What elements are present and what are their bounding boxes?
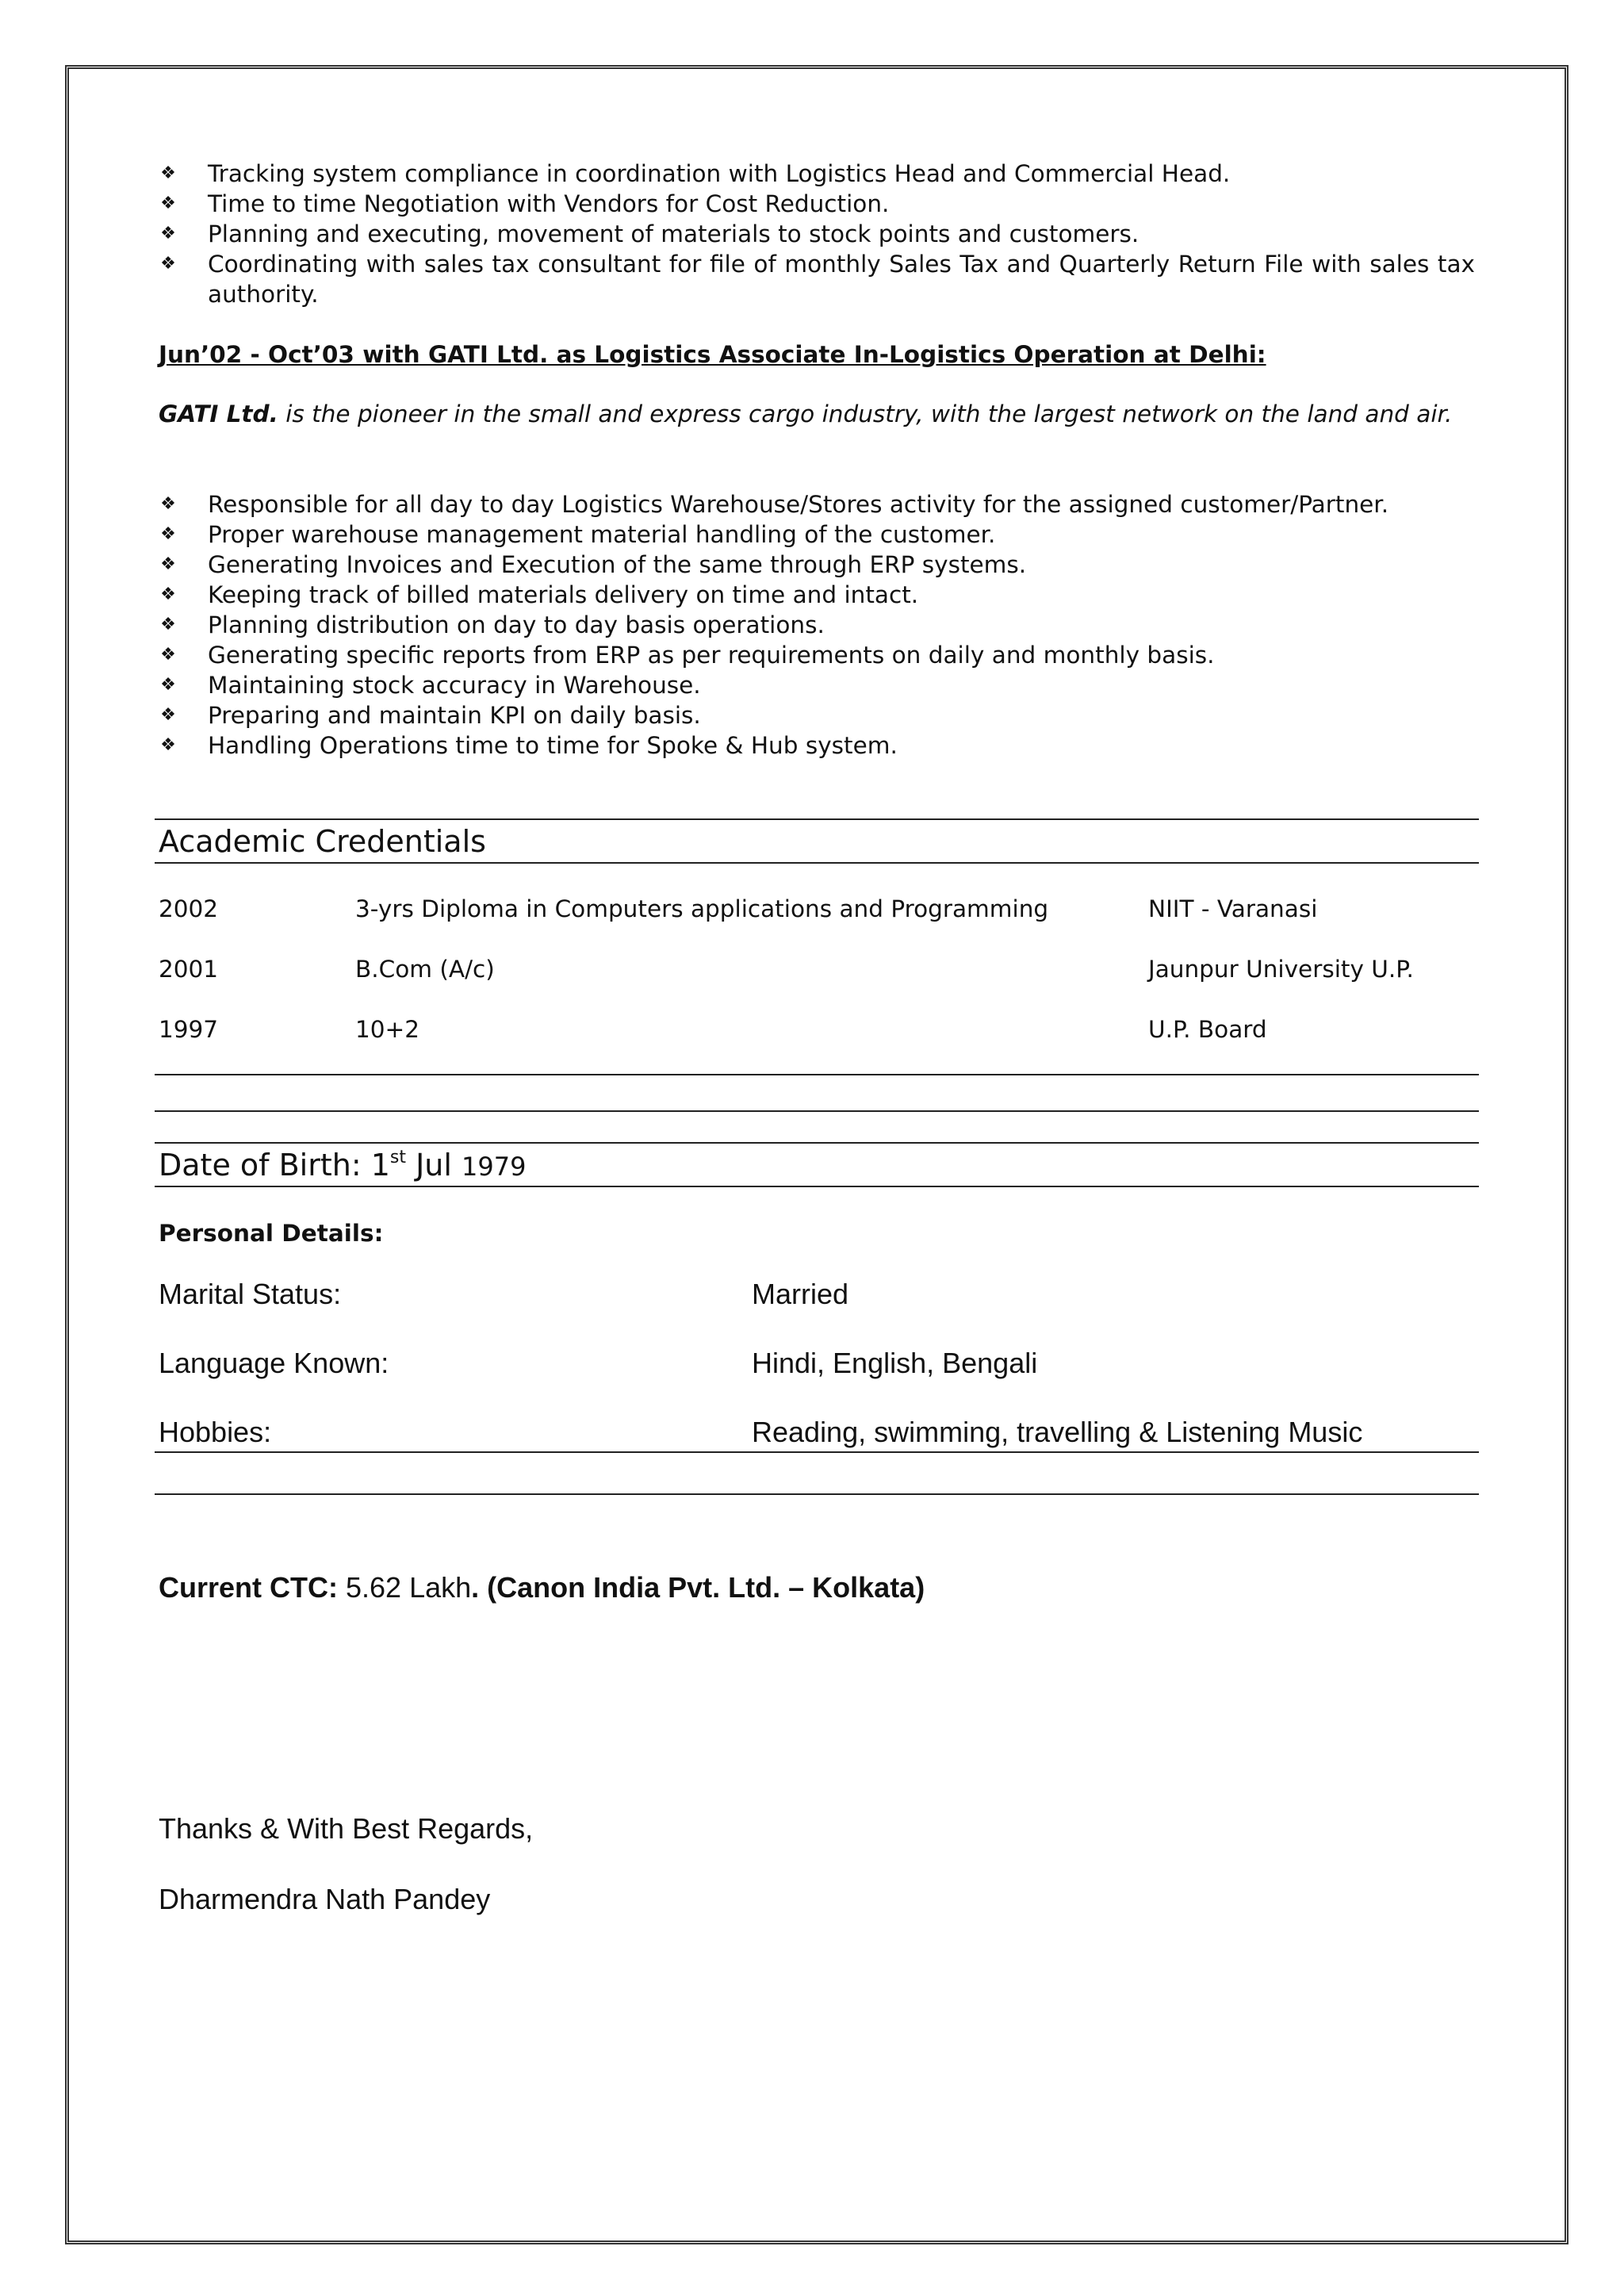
responsibilities-list-gati (159, 489, 1475, 761)
education-row (159, 1014, 1475, 1045)
education-institution: U.P. Board (1148, 1016, 1267, 1043)
detail-value: Hindi, English, Bengali (752, 1347, 1038, 1379)
section-divider (155, 1451, 1479, 1453)
section-divider (155, 1186, 1479, 1187)
ctc-label: Current CTC (159, 1571, 328, 1604)
diamond-bullet-icon: ❖ (160, 585, 176, 604)
diamond-bullet-icon: ❖ (160, 554, 176, 574)
diamond-bullet-icon: ❖ (160, 675, 176, 695)
list-item: ❖ Coordinating with sales tax consultant for file of monthly Sales Tax and Quarterly Return File with sales tax authority. (159, 249, 1475, 309)
diamond-bullet-icon: ❖ (160, 163, 176, 183)
education-year: 2001 (159, 956, 219, 983)
education-year: 2002 (159, 895, 219, 922)
education-institution: NIIT - Varanasi (1148, 895, 1318, 922)
detail-value: Married (752, 1278, 849, 1310)
list-item: ❖ Maintaining stock accuracy in Warehouse. (159, 670, 1475, 700)
diamond-bullet-icon: ❖ (160, 705, 176, 725)
company-description-text: is the pioneer in the small and express cargo industry, with the largest network on the land and air. (278, 401, 1453, 427)
ctc-amount: 5.62 Lakh (338, 1571, 472, 1604)
diamond-bullet-icon: ❖ (160, 735, 176, 755)
list-item: ❖ Time to time Negotiation with Vendors for Cost Reduction. (159, 189, 1475, 219)
section-divider (155, 862, 1479, 864)
education-course: 10+2 (355, 1016, 420, 1043)
current-ctc: Current CTC: 5.62 Lakh. (Canon India Pvt. Ltd. – Kolkata) (159, 1571, 925, 1604)
education-institution: Jaunpur University U.P. (1148, 956, 1414, 983)
signature-name: Dharmendra Nath Pandey (159, 1883, 491, 1915)
education-course: B.Com (A/c) (355, 956, 495, 983)
list-item: ❖ Generating specific reports from ERP as per requirements on daily and monthly basis. (159, 640, 1475, 670)
education-row (159, 893, 1475, 925)
diamond-bullet-icon: ❖ (160, 645, 176, 665)
diamond-bullet-icon: ❖ (160, 194, 176, 213)
academic-section-title: Academic Credentials (159, 824, 486, 859)
diamond-bullet-icon: ❖ (160, 615, 176, 634)
diamond-bullet-icon: ❖ (160, 224, 176, 243)
list-item: ❖ Planning and executing, movement of materials to stock points and customers. (159, 219, 1475, 249)
education-year: 1997 (159, 1016, 219, 1043)
list-item: ❖ Generating Invoices and Execution of the same through ERP systems. (159, 550, 1475, 580)
ctc-company: . (Canon India Pvt. Ltd. – Kolkata) (471, 1571, 925, 1604)
education-row (159, 953, 1475, 985)
company-description (159, 399, 1475, 429)
personal-details-title: Personal Details: (159, 1220, 384, 1247)
section-divider (155, 1110, 1479, 1112)
diamond-bullet-icon: ❖ (160, 254, 176, 274)
list-item: ❖ Tracking system compliance in coordination with Logistics Head and Commercial Head. (159, 159, 1475, 189)
detail-value: Reading, swimming, travelling & Listening Music (752, 1416, 1363, 1448)
list-item: ❖ Preparing and maintain KPI on daily basis. (159, 700, 1475, 730)
list-item: ❖ Planning distribution on day to day basis operations. (159, 610, 1475, 640)
date-of-birth: Date of Birth: 1st Jul 1979 (159, 1148, 527, 1182)
detail-label: Language Known: (159, 1347, 389, 1379)
list-item: ❖ Proper warehouse management material handling of the customer. (159, 519, 1475, 550)
detail-label: Hobbies: (159, 1416, 272, 1448)
responsibilities-list-top (159, 159, 1475, 309)
closing-regards: Thanks & With Best Regards, (159, 1812, 534, 1845)
section-divider (155, 818, 1479, 820)
list-item: ❖ Responsible for all day to day Logistics Warehouse/Stores activity for the assigned customer/Partner. (159, 489, 1475, 519)
section-divider (155, 1493, 1479, 1495)
section-divider (155, 1142, 1479, 1144)
job-heading: Jun’02 - Oct’03 with GATI Ltd. as Logistics Associate In-Logistics Operation at Delhi: (159, 341, 1266, 368)
detail-label: Marital Status: (159, 1278, 342, 1310)
list-item: ❖ Handling Operations time to time for Spoke & Hub system. (159, 730, 1475, 761)
education-course: 3-yrs Diploma in Computers applications and Programming (355, 895, 1049, 922)
section-divider (155, 1074, 1479, 1075)
list-item: ❖ Keeping track of billed materials delivery on time and intact. (159, 580, 1475, 610)
company-name: GATI Ltd. (159, 401, 278, 427)
diamond-bullet-icon: ❖ (160, 524, 176, 544)
diamond-bullet-icon: ❖ (160, 494, 176, 514)
